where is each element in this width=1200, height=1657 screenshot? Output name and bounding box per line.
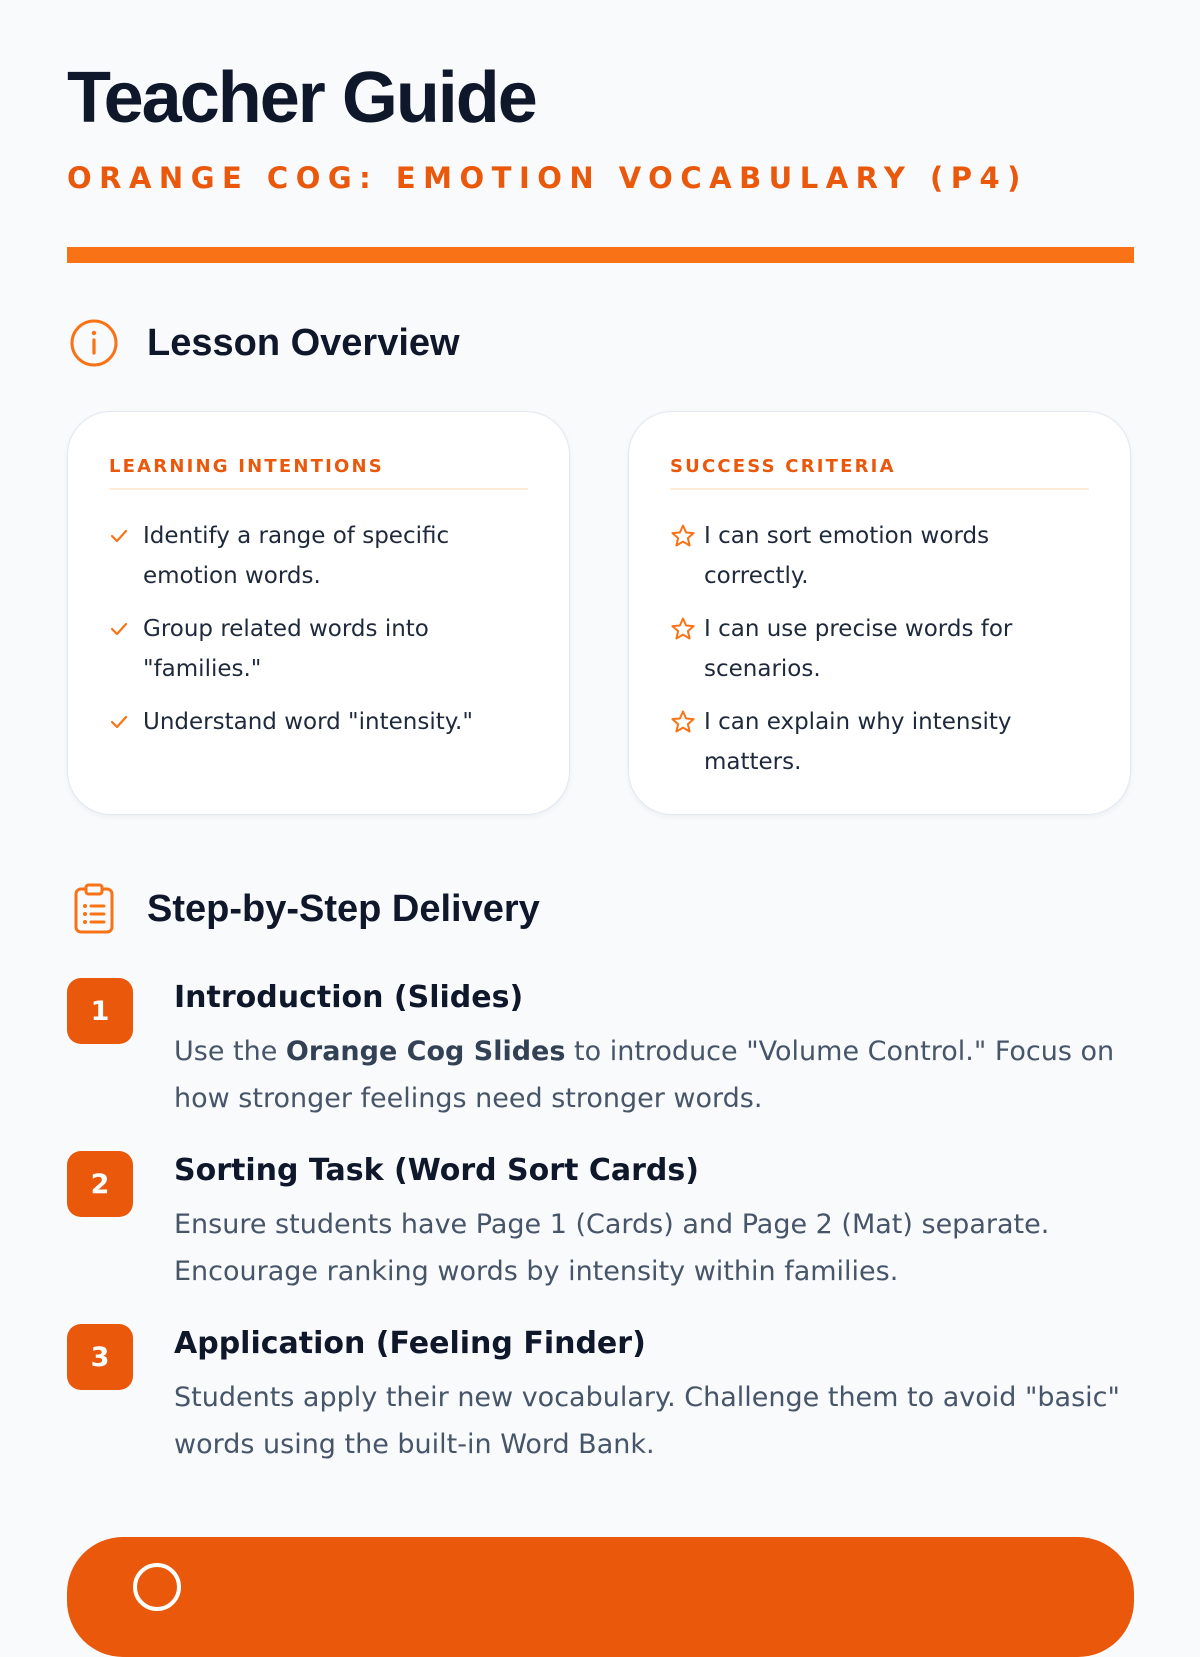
card-divider: [109, 488, 528, 490]
success-criteria-title: SUCCESS CRITERIA: [670, 456, 896, 477]
check-icon: [109, 708, 137, 736]
lesson-overview-header: [67, 316, 460, 370]
learning-intention-text: Group related words into "families.": [143, 616, 429, 682]
step-text: to introduce "Volume Control." Focus on how stronger feelings need stronger words.: [174, 1036, 1115, 1114]
header-divider: [67, 247, 1134, 263]
list-item: [670, 702, 1100, 782]
lesson-overview-heading: Lesson Overview: [147, 321, 460, 364]
learning-intentions-list: [109, 516, 539, 755]
step-title: Introduction (Slides): [174, 980, 524, 1015]
bottom-banner: [67, 1537, 1134, 1657]
step-text: Use the: [174, 1036, 286, 1067]
list-item: [109, 702, 539, 742]
page-title: Teacher Guide: [67, 58, 536, 138]
step-title: Sorting Task (Word Sort Cards): [174, 1153, 699, 1188]
step-title: Application (Feeling Finder): [174, 1326, 646, 1361]
check-icon: [109, 522, 137, 550]
success-criterion-text: I can explain why intensity matters.: [704, 709, 1012, 775]
learning-intentions-title: LEARNING INTENTIONS: [109, 456, 384, 477]
step-description: Ensure students have Page 1 (Cards) and Page 2 (Mat) separate. Encourage ranking words by intensity within families.: [174, 1209, 1050, 1287]
success-criteria-list: [670, 516, 1100, 795]
star-icon: [670, 615, 698, 643]
delivery-heading: Step-by-Step Delivery: [147, 887, 540, 930]
check-icon: [109, 615, 137, 643]
success-criterion-text: I can use precise words for scenarios.: [704, 616, 1013, 682]
step-description: [174, 1028, 1124, 1122]
learning-intentions-card: [67, 411, 570, 815]
page-subtitle: ORANGE COG: EMOTION VOCABULARY (P4): [67, 161, 1028, 195]
delivery-header: [67, 882, 540, 936]
step-highlight: Orange Cog Slides: [285, 1036, 566, 1067]
list-item: [670, 516, 1100, 596]
step-description: Students apply their new vocabulary. Challenge them to avoid "basic" words using the built-in Word Bank.: [174, 1382, 1120, 1460]
success-criteria-card: [628, 411, 1131, 815]
list-item: [109, 516, 539, 596]
success-criterion-text: I can sort emotion words correctly.: [704, 523, 990, 589]
step-number-badge: 3: [67, 1324, 133, 1390]
banner-icon: [127, 1557, 187, 1621]
star-icon: [670, 522, 698, 550]
list-item: [109, 609, 539, 689]
card-divider: [670, 488, 1089, 490]
star-icon: [670, 708, 698, 736]
info-icon: [67, 316, 121, 370]
learning-intention-text: Identify a range of specific emotion words.: [143, 523, 450, 589]
step-number-badge: 2: [67, 1151, 133, 1217]
list-item: [670, 609, 1100, 689]
learning-intention-text: Understand word "intensity.": [143, 709, 473, 735]
step-number-badge: 1: [67, 978, 133, 1044]
clipboard-list-icon: [67, 882, 121, 936]
